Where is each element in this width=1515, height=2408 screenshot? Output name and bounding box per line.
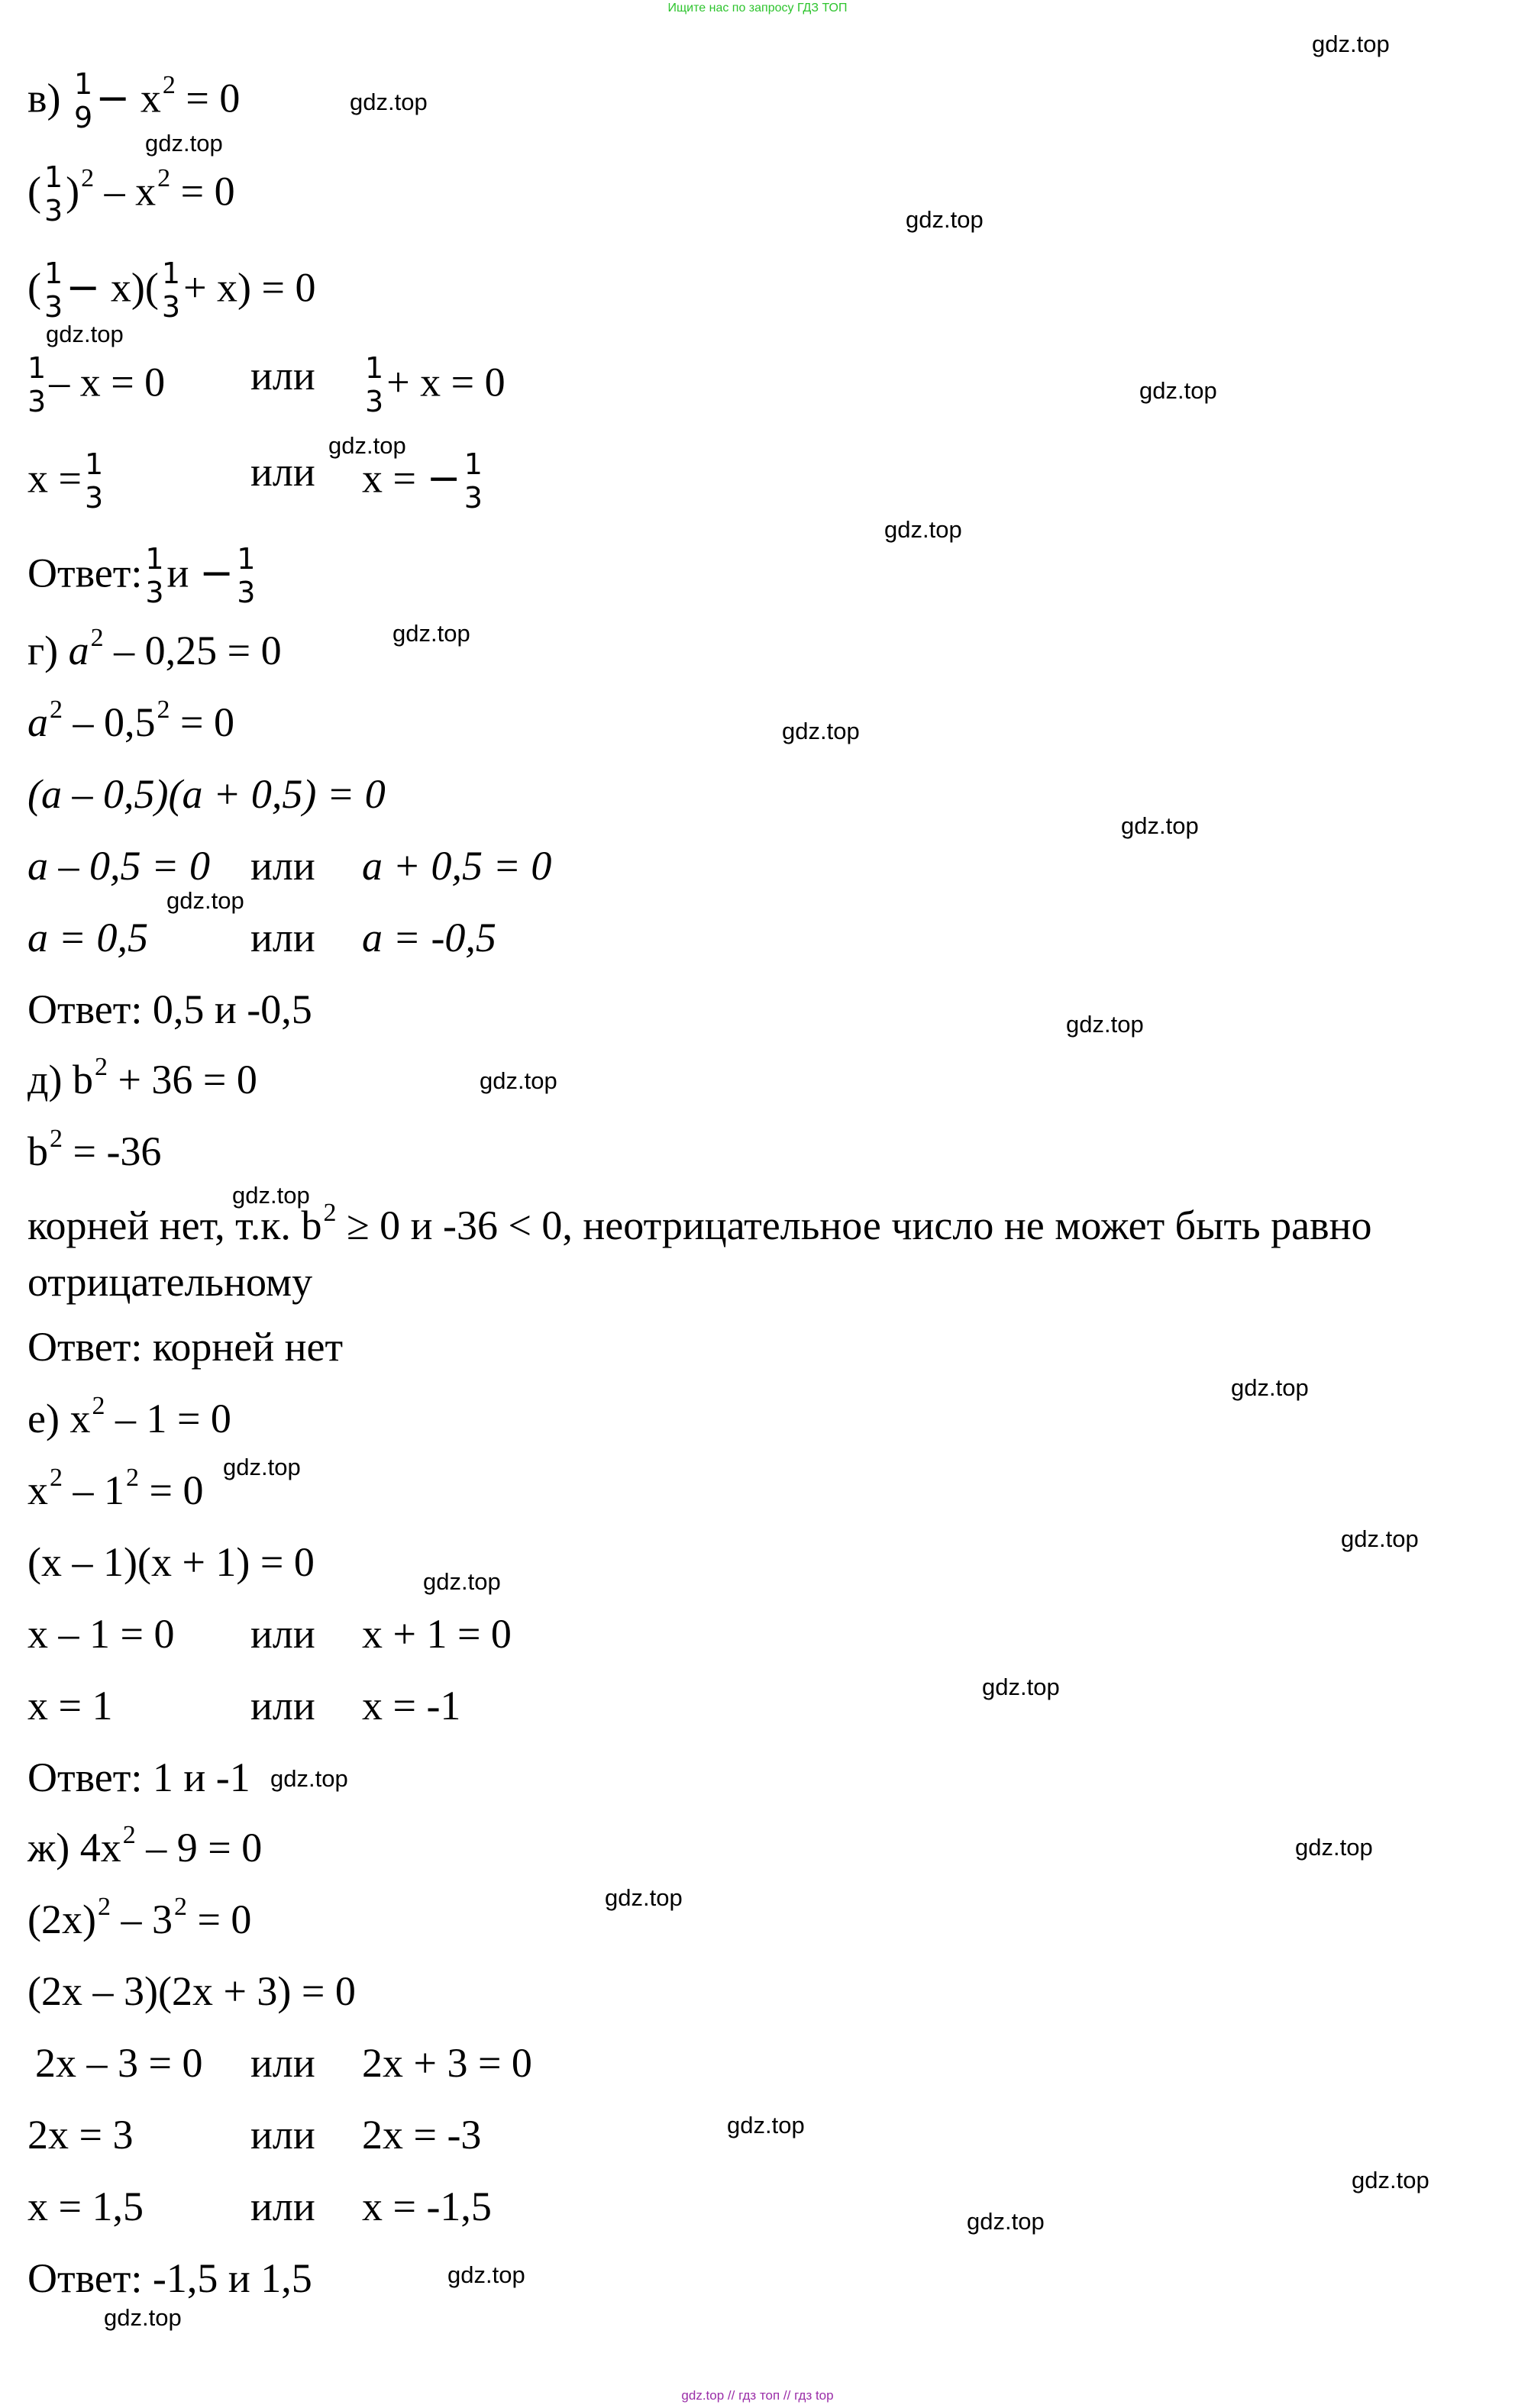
watermark: gdz.top — [46, 321, 124, 347]
answer-zh: Ответ: -1,5 и 1,5 — [27, 2255, 312, 2301]
answer-v: Ответ: 1 3 и − 1 3 — [27, 542, 256, 609]
line-v-2: ( 1 3 )$^2 - x^2 = 0$ — [27, 160, 235, 228]
watermark: gdz.top — [906, 206, 984, 233]
line-zh-2: $(2x)^2 - 3^2 = 0$ — [27, 1893, 252, 1942]
watermark: gdz.top — [1139, 377, 1217, 404]
line-zh-3: (2x – 3)(2x + 3) = 0 — [27, 1968, 356, 2014]
watermark: gdz.top — [447, 2261, 525, 2288]
line-zh-1: ж) $4x^2 - 9 = 0$ — [27, 1821, 263, 1871]
line-e-1: е) $x^2 - 1 = 0$ — [27, 1392, 231, 1441]
fraction-one-third: 1 3 — [44, 257, 63, 324]
top-banner: Ищите нас по запросу ГДЗ ТОП — [667, 2, 848, 15]
fraction-one-third: 1 3 — [84, 447, 104, 515]
line-e-2: $x^2 - 1^2 = 0$ — [27, 1464, 204, 1513]
line-d-2: $b^2 = -36$ — [27, 1125, 162, 1174]
line-zh-4: 2x – 3 = 0 или 2x + 3 = 0 — [35, 2040, 532, 2086]
line-e-3: (x – 1)(x + 1) = 0 — [27, 1539, 315, 1585]
watermark: gdz.top — [223, 1454, 301, 1480]
watermark: gdz.top — [423, 1568, 501, 1595]
line-e-4: x – 1 = 0 или x + 1 = 0 — [27, 1611, 512, 1657]
line-g-5: a = 0,5 или a = -0,5 — [27, 915, 496, 960]
watermark: gdz.top — [1066, 1011, 1144, 1038]
line-v-1: в) 1 9 − $x^2 = 0$ — [27, 67, 241, 134]
watermark: gdz.top — [145, 130, 223, 157]
line-g-4: a – 0,5 = 0 или a + 0,5 = 0 — [27, 843, 552, 889]
line-g-3: (a – 0,5)(a + 0,5) = 0 — [27, 771, 386, 817]
fraction-one-third: 1 3 — [237, 542, 256, 609]
fraction-one-third: 1 3 — [464, 447, 483, 515]
section-label-v: в) — [27, 75, 61, 121]
watermark: gdz.top — [1231, 1374, 1309, 1401]
watermark: gdz.top — [1312, 31, 1390, 57]
answer-g: Ответ: 0,5 и -0,5 — [27, 986, 312, 1032]
watermark: gdz.top — [232, 1182, 310, 1209]
watermark: gdz.top — [982, 1674, 1060, 1700]
fraction-one-third: 1 3 — [145, 542, 164, 609]
line-g-1: г) $a^2 - 0,25 = 0$ — [27, 624, 282, 673]
fraction-one-third: 1 3 — [365, 351, 384, 418]
answer-d: Ответ: корней нет — [27, 1324, 344, 1370]
watermark: gdz.top — [480, 1067, 557, 1094]
fraction-one-third: 1 3 — [44, 160, 63, 228]
watermark: gdz.top — [1352, 2167, 1429, 2193]
fraction-one-third: 1 3 — [161, 257, 181, 324]
watermark: gdz.top — [967, 2208, 1045, 2235]
line-zh-5: 2x = 3 или 2x = -3 — [27, 2112, 482, 2158]
line-v-3: ( 1 3 − x)( 1 3 + x) = 0 — [27, 257, 316, 324]
line-d-3: корней нет, т.к. $b^2 \ge 0$ и -36 < 0, неотрицательное число не может быть равно отрицательному — [27, 1199, 1372, 1305]
watermark: gdz.top — [166, 887, 244, 914]
watermark: gdz.top — [328, 432, 406, 459]
line-zh-6: x = 1,5 или x = -1,5 — [27, 2184, 492, 2229]
line-g-2: $a^2 - 0,5^2 = 0$ — [27, 696, 234, 745]
watermark: gdz.top — [884, 516, 962, 543]
watermark: gdz.top — [1341, 1525, 1419, 1552]
line-e-5: x = 1 или x = -1 — [27, 1683, 461, 1729]
watermark: gdz.top — [1295, 1834, 1373, 1861]
line-v-4: 1 3 – x = 0 или 1 3 + x = 0 — [27, 351, 506, 418]
fraction-one-third: 1 3 — [27, 351, 47, 418]
watermark: gdz.top — [350, 89, 428, 115]
answer-e: Ответ: 1 и -1 — [27, 1754, 250, 1800]
watermark: gdz.top — [605, 1884, 683, 1911]
watermark: gdz.top — [727, 2112, 805, 2138]
fraction-one-ninth: 1 9 — [73, 67, 93, 134]
watermark: gdz.top — [104, 2304, 182, 2331]
watermark: gdz.top — [782, 718, 860, 744]
watermark: gdz.top — [392, 620, 470, 647]
line-v-5: x = 1 3 или x = − 1 3 — [27, 447, 483, 515]
watermark: gdz.top — [270, 1765, 348, 1792]
watermark: gdz.top — [1121, 812, 1199, 839]
bottom-banner: gdz.top // гдз топ // гдз top — [681, 2388, 834, 2403]
line-d-1: д) $b^2 + 36 = 0$ — [27, 1053, 257, 1102]
